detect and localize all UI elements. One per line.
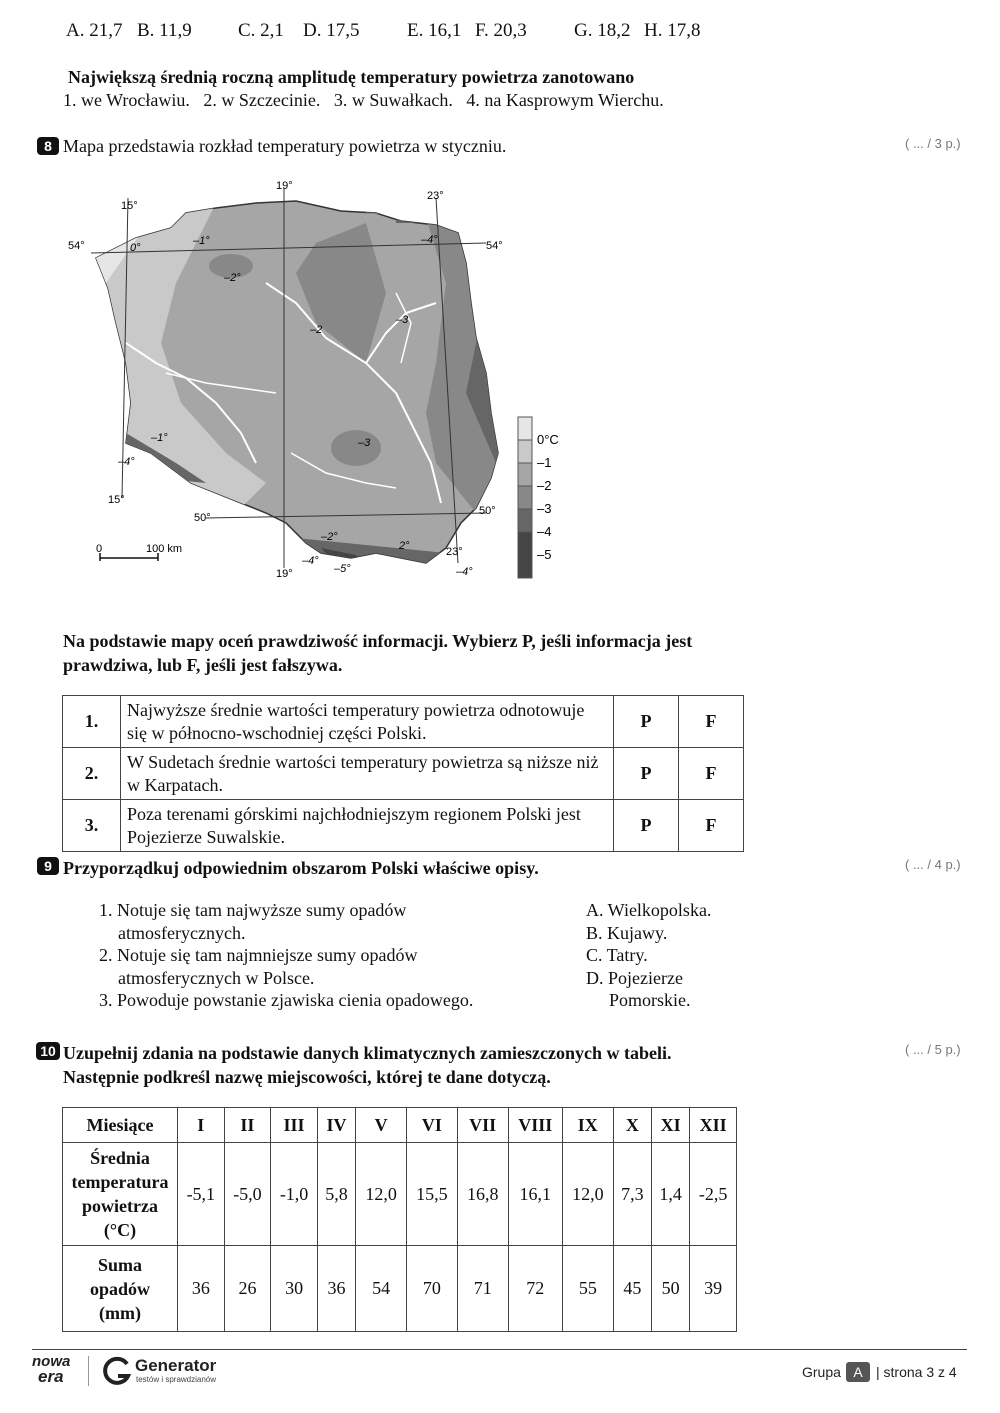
table-cell: 72 (508, 1246, 562, 1332)
column-header: Miesiące (63, 1108, 178, 1143)
amplitude-options: 1. we Wrocławiu. 2. w Szczecinie. 3. w Suwałkach. 4. na Kasprowym Wierchu. (63, 90, 664, 110)
row-number: 1. (63, 696, 121, 748)
regions-list (586, 899, 711, 1012)
question-text: Mapa przedstawia rozkład temperatury powietrza w styczniu. (63, 136, 507, 156)
table-cell: -2,5 (690, 1143, 737, 1246)
question-text: Uzupełnij zdania na podstawie danych klimatycznych zamieszczonych w tabeli. (63, 1043, 672, 1063)
true-option[interactable]: P (614, 748, 679, 800)
isotherm-label: –4° (421, 234, 438, 246)
page-number: | strona 3 z 4 (876, 1364, 957, 1380)
legend-label: –3 (537, 501, 552, 516)
meridian-label: 23° (446, 546, 463, 558)
false-option[interactable]: F (679, 748, 744, 800)
table-row (63, 1143, 737, 1246)
column-header: VIII (508, 1108, 562, 1143)
climate-table (62, 1107, 737, 1332)
logo-text: era (38, 1367, 64, 1386)
question-text: Następnie podkreśl nazwę miejscowości, której te dane dotyczą. (63, 1067, 551, 1087)
row-number: 2. (63, 748, 121, 800)
isotherm-label: 2° (399, 540, 410, 552)
option: F. 20,3 (475, 20, 527, 41)
logo-separator (88, 1356, 89, 1386)
table-row (63, 748, 744, 800)
row-header (63, 1246, 178, 1332)
meridian-label: 23° (427, 190, 444, 202)
table-cell: 36 (178, 1246, 225, 1332)
table-cell: 16,8 (457, 1143, 508, 1246)
row-header-line: powietrza (82, 1196, 158, 1216)
item-number: 3. (99, 990, 113, 1010)
option: C. 2,1 (238, 20, 284, 41)
table-cell: 30 (271, 1246, 318, 1332)
footer-divider (32, 1349, 967, 1350)
true-option[interactable]: P (614, 800, 679, 852)
statement: Poza terenami górskimi najchłodniejszym regionem Polski jest Pojezierze Suwalskie. (121, 800, 614, 852)
table-cell: 45 (613, 1246, 651, 1332)
table-row (63, 800, 744, 852)
table-cell: 36 (317, 1246, 355, 1332)
table-cell: 54 (356, 1246, 407, 1332)
question-text: Przyporządkuj odpowiednim obszarom Polski właściwe opisy. (63, 858, 539, 878)
meridian-label: 15° (121, 200, 138, 212)
list-item: D. Pojezierze (586, 967, 683, 988)
temperature-map (66, 163, 566, 600)
list-item: B. Kujawy. (586, 922, 668, 943)
isotherm-label: –4° (118, 456, 135, 468)
item-number: 1. (99, 900, 113, 920)
column-header: III (271, 1108, 318, 1143)
isotherm-label: –2° (321, 531, 338, 543)
true-option[interactable]: P (614, 696, 679, 748)
row-header-line: (°C) (103, 1220, 137, 1240)
table-cell: 15,5 (406, 1143, 457, 1246)
descriptions-list (99, 899, 473, 1012)
isotherm-label: –4° (456, 566, 473, 578)
table-cell: 55 (562, 1246, 613, 1332)
statement: Najwyższe średnie wartości temperatury powietrza odnotowuje się w północno-wschodniej części Polski. (121, 696, 614, 748)
parallel-label: 50° (479, 505, 496, 517)
meridian-label: 19° (276, 568, 293, 580)
item-number: 2. (99, 945, 113, 965)
statement: W Sudetach średnie wartości temperatury powietrza są niższe niż w Karpatach. (121, 748, 614, 800)
isotherm-label: –3 (358, 437, 371, 449)
list-item: Powoduje powstanie zjawiska cienia opadowego. (117, 990, 474, 1010)
points-label: ( ... / 4 p.) (905, 857, 961, 872)
column-header: XI (652, 1108, 690, 1143)
row-header (63, 1143, 178, 1246)
scale-zero: 0 (96, 543, 103, 555)
option: E. 16,1 (407, 20, 462, 41)
option: H. 17,8 (644, 20, 701, 41)
parallel-label: 50° (194, 512, 211, 524)
row-header-line: opadów (89, 1278, 151, 1299)
generator-title: Generator (135, 1356, 217, 1375)
option: G. 18,2 (574, 20, 631, 41)
table-cell: 70 (406, 1246, 457, 1332)
isotherm-label: –4° (302, 555, 319, 567)
row-header-line: Suma (97, 1254, 142, 1275)
scale-label: 100 km (146, 543, 183, 555)
list-item: Notuje się tam najwyższe sumy opadów (117, 900, 407, 920)
column-header: V (356, 1108, 407, 1143)
column-header: X (613, 1108, 651, 1143)
question-number-badge: 8 (37, 137, 59, 155)
false-option[interactable]: F (679, 800, 744, 852)
legend-label: –2 (537, 478, 552, 493)
column-header: XII (690, 1108, 737, 1143)
instruction: Na podstawie mapy oceń prawdziwość informacji. Wybierz P, jeśli informacja jest prawdziwa, lub F, jeśli jest fałszywa. (63, 631, 693, 675)
table-cell: 39 (690, 1246, 737, 1332)
list-item: C. Tatry. (586, 945, 648, 965)
isotherm-label: –5° (334, 563, 351, 575)
table-row (63, 1108, 737, 1143)
list-item: Pomorskie. (609, 990, 691, 1010)
false-option[interactable]: F (679, 696, 744, 748)
parallel-label: 54° (68, 240, 85, 252)
table-cell: 12,0 (562, 1143, 613, 1246)
column-header: VI (406, 1108, 457, 1143)
table-cell: 16,1 (508, 1143, 562, 1246)
isotherm-label: –2° (224, 272, 241, 284)
table-cell: 1,4 (652, 1143, 690, 1246)
row-header-line: Średnia (90, 1148, 150, 1168)
column-header: IX (562, 1108, 613, 1143)
group-label: Grupa (802, 1364, 841, 1380)
q7-options (66, 20, 966, 46)
true-false-table (62, 695, 744, 852)
row-header-line: temperatura (71, 1172, 169, 1192)
list-item: A. Wielkopolska. (586, 900, 712, 920)
logo-text: nowa (32, 1353, 71, 1370)
table-row (63, 1246, 737, 1332)
table-cell: -5,0 (224, 1143, 271, 1246)
isotherm-label: 0° (130, 242, 141, 254)
table-cell: 50 (652, 1246, 690, 1332)
table-row (63, 696, 744, 748)
option: D. 17,5 (303, 20, 360, 41)
table-cell: -5,1 (178, 1143, 225, 1246)
table-cell: 12,0 (356, 1143, 407, 1246)
table-cell: 7,3 (613, 1143, 651, 1246)
question-number-badge: 10 (36, 1042, 60, 1060)
generator-subtitle: testów i sprawdzianów (136, 1375, 217, 1384)
table-cell: -1,0 (271, 1143, 318, 1246)
row-number: 3. (63, 800, 121, 852)
generator-logo-icon (102, 1356, 132, 1386)
isotherm-label: –1° (193, 235, 210, 247)
column-header: II (224, 1108, 271, 1143)
nowa-era-logo (32, 1355, 82, 1385)
points-label: ( ... / 5 p.) (905, 1042, 961, 1057)
legend-label: –4 (537, 524, 552, 539)
table-cell: 26 (224, 1246, 271, 1332)
list-item: Notuje się tam najmniejsze sumy opadów (117, 945, 418, 965)
legend-label: 0°C (537, 432, 559, 447)
meridian-label: 19° (276, 180, 293, 192)
isotherm-label: –1° (151, 432, 168, 444)
parallel-label: 54° (486, 240, 503, 252)
legend-label: –1 (537, 455, 552, 470)
option: A. 21,7 (66, 20, 123, 41)
meridian-label: 15° (108, 494, 125, 506)
list-item: atmosferycznych. (118, 922, 246, 943)
option: B. 11,9 (137, 20, 192, 41)
column-header: I (178, 1108, 225, 1143)
points-label: ( ... / 3 p.) (905, 136, 961, 151)
list-item: atmosferycznych w Polsce. (118, 967, 315, 988)
table-cell: 71 (457, 1246, 508, 1332)
row-header-line: (mm) (99, 1302, 141, 1323)
column-header: IV (317, 1108, 355, 1143)
amplitude-question: Największą średnią roczną amplitudę temperatury powietrza zanotowano (68, 67, 635, 87)
isotherm-label: –2 (310, 324, 323, 336)
question-number-badge: 9 (37, 857, 59, 875)
legend-label: –5 (537, 547, 552, 562)
group-badge: A (846, 1362, 870, 1382)
column-header: VII (457, 1108, 508, 1143)
table-cell: 5,8 (317, 1143, 355, 1246)
isotherm-label: –3 (396, 314, 409, 326)
